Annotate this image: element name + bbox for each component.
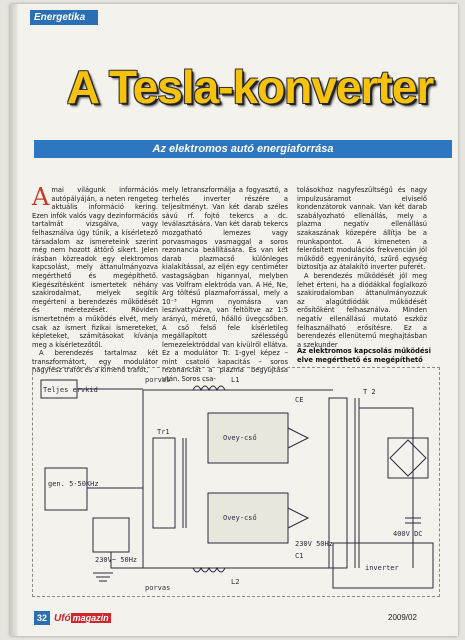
- circuit-diagram: [32, 367, 440, 597]
- text-column-1: [32, 183, 158, 375]
- label-plasma-2: Ovey-cső: [223, 514, 257, 522]
- article-subtitle: Az elektromos autó energiaforrása: [34, 140, 452, 158]
- figure-caption-top: Az elektromos kapcsolás működési elve megérthető és megépíthető: [297, 347, 431, 364]
- paragraph: mely letranszformálja a fogyasztó, a terhelés inverter részére a teljesítményt. Van két darab széles sávú rf. fojtó tekercs a dc. leválasztására. Van két darab tekercs mozgatható lemezes vagy porvasmagos vasmaggal a soros rezonancia beállítására. És van két darab plazmacső különleges kialakítással, az eljén egy centiméter vastagságban higannyal, melyben vas Volfram elektróda van. A Hé, Ne, Arg töltésű plazmaforrással, mely a 10⁻³ Hgmm nyomásra van leszivattyúzva, van feltöltve az 1:5 arányú, méretű, hőálló üvegcsőben. A cső felső fele kísérletileg megállapított szélességű lemezelektróddal van kívülről ellátva. Ez a modulátor Tr. 1-gyel képez – mint csatoló kapacitás – soros rezonanciát a plazma begyújtása után. Soros csa-: [162, 186, 288, 384]
- label-l1: L1: [231, 376, 240, 384]
- label-ce: CE: [295, 396, 304, 404]
- drop-cap: A: [32, 183, 50, 211]
- label-dc-in: 230V~ 50Hz: [95, 556, 138, 564]
- issue-date: 2009/02: [388, 613, 417, 622]
- magazine-logo: Ufó magazin: [54, 613, 109, 624]
- label-plasma-1: Ovey-cső: [223, 434, 257, 442]
- page-spine: [10, 4, 18, 636]
- paragraph: tolásokhoz nagyfeszültségű és nagy impulzusáramot elviselő kondenzátorok vannak. Van két darab szabályozható ellenállás, mely a plazma negatív ellenállású szakaszának közepére állítja be a munkapontot. A kimeneten a felerősített modulációs frekvencián jól működő egyenirányító, szűrő egység biztosítja az átalakító inverter puferét.: [297, 186, 427, 272]
- label-porvas-top: porvas: [145, 376, 171, 384]
- label-tr1: Tr1: [157, 428, 170, 436]
- label-inverter: inverter: [365, 564, 399, 572]
- text-column-2: [162, 186, 288, 384]
- label-hv-supply: Teljes ervkid: [43, 386, 98, 394]
- label-out-dc: 400V DC: [393, 530, 423, 538]
- page-number: 32: [34, 611, 50, 625]
- article-title: A Tesla-konverter: [66, 61, 434, 113]
- paragraph: A berendezés tartalmaz két transzformátort, egy modulátor nagyfesz trafót és a kimenő trafót,: [32, 349, 158, 375]
- circuit-svg: [33, 368, 439, 596]
- label-generator: gen. 5-50KHz: [48, 480, 99, 488]
- label-c1: C1: [295, 552, 304, 560]
- section-tag: Energetika: [30, 10, 98, 25]
- paragraph: A berendezés működését jól meg lehet érteni, ha a diódákkal foglalkozó szakirodalomban áttanulmányozzuk az alagútdiódák működését erősítőként felhasználva. Minden negatív ellenállású mutató eszköz felhasználható erősítésre. Ez a berendezés ellenütemű meghajtásban a szekunder: [297, 271, 427, 349]
- magazine-page: [10, 4, 458, 636]
- label-tr2: T 2: [363, 388, 376, 396]
- paragraph: Amai világunk információs autópályáján, a neten rengeteg aktuális információ kering. Ezen infók valós vagy dezinformációs tartalmát vizsgálva, vagy felhasználva úgy tűnik, a kísérletező társadalom az ismereteink szerint még nem hozott áttörő sikert. Jelen írásban közreadok egy elektromos kapcsolást, mely áttanulmányozva megérthető és megépíthető. Kiegészítésként ismertetek néhány szakirodalmat, melyek segítik megérteni a berendezés működését és méretezését. Röviden ismertetném a működés elvét, mely csak az ismert fizikai ismereteket, képleteket, számításokat kívánja meg a kísérletezőtől.: [32, 183, 158, 349]
- label-porvas-bottom: porvas: [145, 584, 171, 592]
- label-l2: L2: [231, 578, 240, 586]
- text-column-3: [297, 186, 427, 349]
- label-out-ac: 230V 50Hz: [295, 540, 333, 548]
